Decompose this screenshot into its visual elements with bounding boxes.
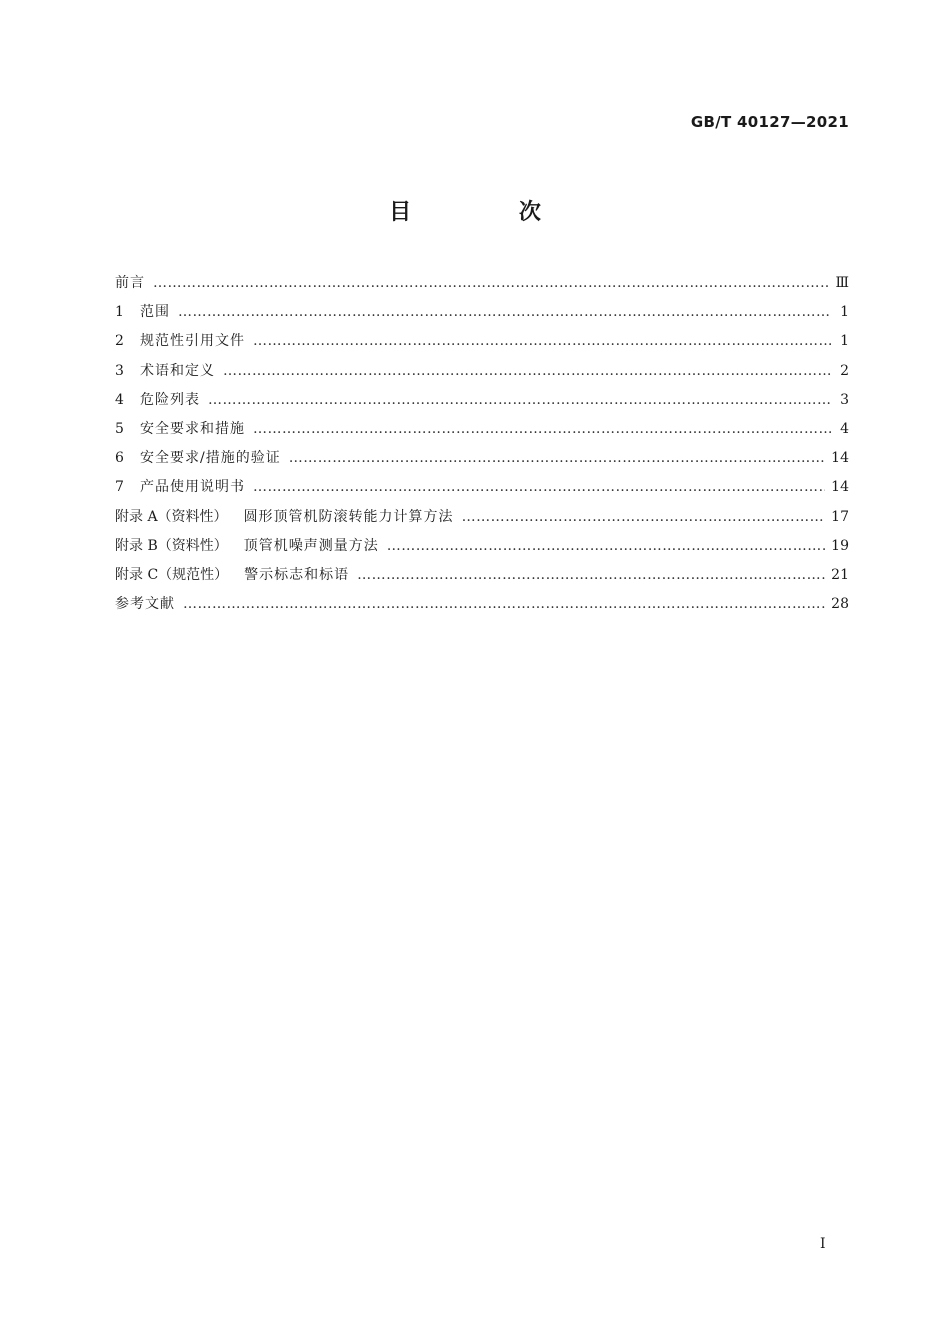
toc-entry-label: 术语和定义 [140,362,215,379]
toc-entry-number: 7 [115,479,124,496]
toc-leader [253,421,831,437]
toc-entry-page: 4 [840,420,849,437]
toc-entry-page: 1 [840,304,849,321]
toc-entry-number: 2 [115,333,124,350]
page-number: Ⅰ [820,1236,826,1252]
toc-entry-label: 产品使用说明书 [140,479,245,496]
toc-leader [153,275,829,291]
toc-leader [357,567,825,583]
toc-entry-page: 14 [831,479,849,496]
toc-entry-number: 4 [115,391,124,408]
toc-entry-label: 安全要求和措施 [140,420,245,437]
toc-entry-label: 参考文献 [115,596,175,613]
toc-leader [289,450,825,466]
toc-leader [208,392,831,408]
toc-entry-safety-requirements[interactable] [115,418,849,447]
toc-entry-annex-c[interactable] [115,564,849,593]
toc-leader [183,596,825,612]
toc-entry-page: 2 [840,362,849,379]
toc-leader [462,509,826,525]
toc-entry-annex-prefix: 附录 A（资料性） [115,508,228,525]
toc-entry-number: 5 [115,420,124,437]
toc-entry-page: Ⅲ [835,275,849,291]
toc-entry-label: 危险列表 [140,391,200,408]
toc-entry-page: 17 [831,508,849,525]
toc-title: 目 次 [389,200,591,225]
toc-entry-number: 6 [115,450,124,467]
toc-entry-number: 3 [115,362,124,379]
toc-entry-page: 1 [840,333,849,350]
toc-entry-number: 1 [115,304,124,321]
toc-entry-verification[interactable] [115,447,849,476]
toc-entry-terms-definitions[interactable] [115,360,849,389]
toc-leader [178,304,831,320]
toc-leader [387,538,825,554]
toc-entry-page: 21 [831,566,849,583]
toc-entry-label: 规范性引用文件 [140,333,245,350]
toc-entry-label: 安全要求/措施的验证 [140,450,281,467]
toc-entry-label: 前言 [115,275,145,291]
standard-code: GB/T 40127—2021 [690,113,849,131]
toc-entry-label: 圆形顶管机防滚转能力计算方法 [243,508,454,525]
toc-entry-annex-b[interactable] [115,535,849,564]
toc-entry-label: 警示标志和标语 [244,566,350,583]
toc-entry-page: 19 [831,537,849,554]
toc-leader [253,479,825,495]
toc-entry-annex-prefix: 附录 C（规范性） [115,566,229,583]
toc-entry-page: 14 [831,450,849,467]
toc-leader [253,333,831,349]
table-of-contents [115,272,849,622]
toc-entry-annex-prefix: 附录 B（资料性） [115,537,228,554]
toc-entry-hazard-list[interactable] [115,389,849,418]
toc-entry-page: 28 [831,596,849,613]
toc-entry-normative-references[interactable] [115,330,849,359]
toc-entry-scope[interactable] [115,301,849,330]
toc-entry-foreword[interactable] [115,272,849,301]
toc-entry-bibliography[interactable] [115,593,849,622]
toc-entry-page: 3 [840,391,849,408]
toc-entry-annex-a[interactable] [115,506,849,535]
toc-entry-label: 范围 [140,304,170,321]
toc-entry-instructions[interactable] [115,476,849,505]
toc-entry-label: 顶管机噪声测量方法 [243,537,379,554]
toc-leader [223,363,831,379]
